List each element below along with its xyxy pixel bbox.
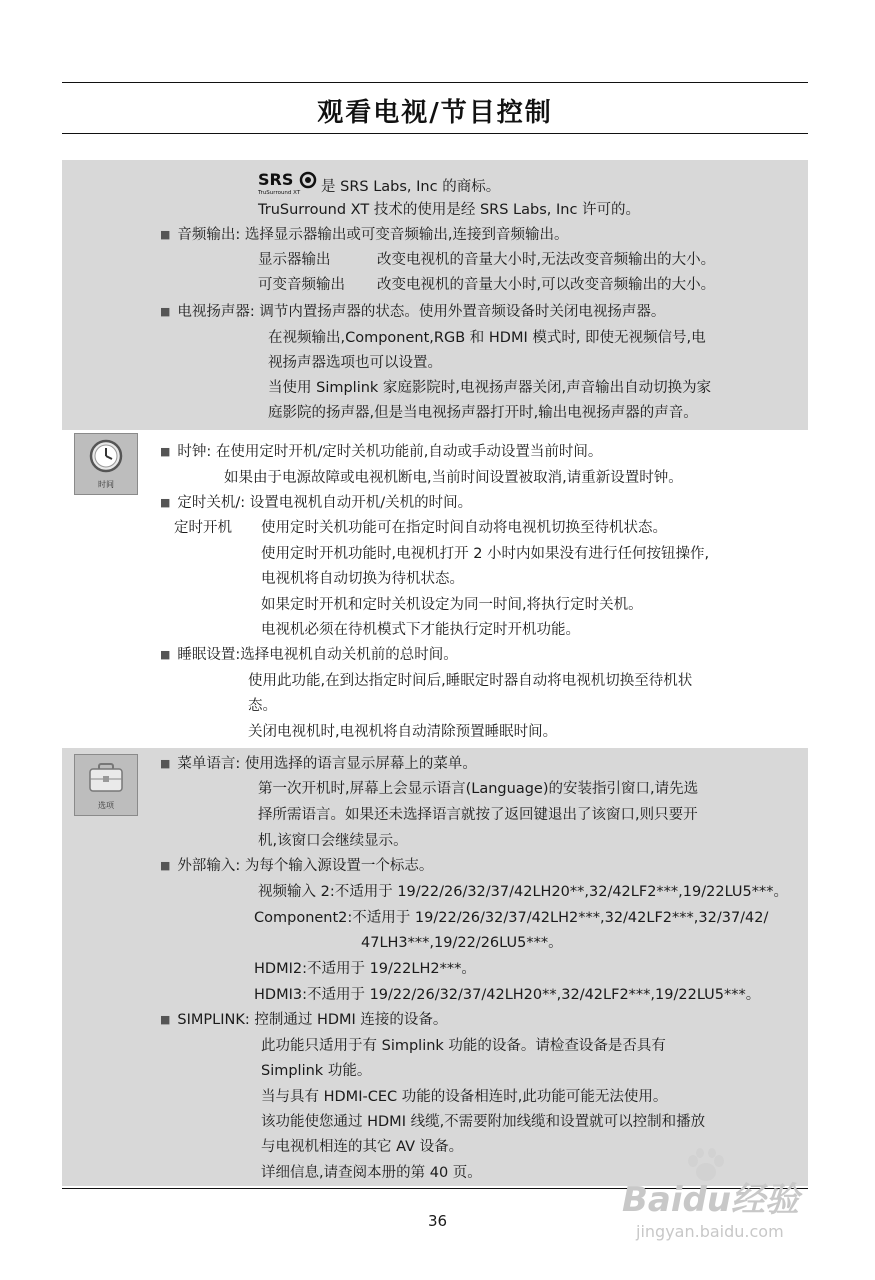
page-number: 36	[427, 1212, 448, 1230]
simplink-line: 此功能只适用于有 Simplink 功能的设备。请检查设备是否具有	[261, 1038, 666, 1054]
menu-lang-title: ■ 菜单语言: 使用选择的语言显示屏幕上的菜单。	[160, 752, 477, 777]
timer-line: 使用定时开机功能时,电视机打开 2 小时内如果没有进行任何按钮操作,	[261, 546, 710, 562]
ext-input-line: Component2:不适用于 19/22/26/32/37/42LH2***,32/42LF2***,32/37/42/	[254, 910, 769, 926]
tv-speaker-title: ■ 电视扬声器: 调节内置扬声器的状态。使用外置音频设备时关闭电视扬声器。	[160, 300, 665, 325]
watermark-url: jingyan.baidu.com	[636, 1222, 784, 1241]
srs-logo-text: SRS	[258, 170, 294, 189]
time-icon-caption: 时间	[98, 480, 114, 489]
menu-lang-line: 机,该窗口会继续显示。	[258, 833, 408, 849]
timer-line: 电视机将自动切换为待机状态。	[261, 571, 464, 587]
tv-speaker-line: 当使用 Simplink 家庭影院时,电视扬声器关闭,声音输出自动切换为家	[268, 380, 712, 396]
ext-input-line: 视频输入 2:不适用于 19/22/26/32/37/42LH20**,32/42LF2***,19/22LU5***。	[258, 884, 789, 900]
ext-input-line: HDMI3:不适用于 19/22/26/32/37/42LH20**,32/42LF2***,19/22LU5***。	[254, 987, 761, 1003]
sleep-title: ■ 睡眠设置:选择电视机自动关机前的总时间。	[160, 643, 458, 668]
timer-line: 如果定时开机和定时关机设定为同一时间,将执行定时关机。	[261, 597, 643, 613]
audio-settings-section	[62, 160, 808, 430]
clock-title: ■ 时钟: 在使用定时开机/定时关机功能前,自动或手动设置当前时间。	[160, 440, 602, 465]
sleep-line: 关闭电视机时,电视机将自动清除预置睡眠时间。	[248, 724, 558, 740]
audio-out-row-label: 显示器输出	[258, 252, 331, 268]
simplink-line: 与电视机相连的其它 AV 设备。	[261, 1139, 464, 1155]
time-settings-section	[62, 433, 808, 748]
menu-lang-line: 择所需语言。如果还未选择语言就按了返回键退出了该窗口,则只要开	[258, 807, 698, 823]
tv-speaker-line: 视扬声器选项也可以设置。	[268, 355, 442, 371]
simplink-line: Simplink 功能。	[261, 1063, 372, 1079]
tv-speaker-line: 在视频输出,Component,RGB 和 HDMI 模式时, 即使无视频信号,电	[268, 330, 706, 346]
watermark-brand: Baidu经验	[622, 1180, 800, 1220]
tv-speaker-line: 庭影院的扬声器,但是当电视扬声器打开时,输出电视扬声器的声音。	[268, 405, 698, 421]
timer-line: 使用定时关机功能可在指定时间自动将电视机切换至待机状态。	[261, 520, 667, 536]
toolbox-icon	[75, 755, 137, 799]
audio-out-title: ■ 音频输出: 选择显示器输出或可变音频输出,连接到音频输出。	[160, 223, 569, 248]
option-icon-caption: 选项	[98, 801, 114, 810]
srs-logo-subtext: TruSurround XT	[258, 190, 301, 196]
ext-input-title: ■ 外部输入: 为每个输入源设置一个标志。	[160, 854, 433, 879]
timer-title: ■ 定时关机/: 设置电视机自动开机/关机的时间。	[160, 491, 472, 516]
sleep-line: 使用此功能,在到达指定时间后,睡眠定时器自动将电视机切换至待机状	[248, 673, 693, 689]
trusurround-line: TruSurround XT 技术的使用是经 SRS Labs, Inc 许可的。	[258, 202, 641, 218]
sleep-line: 态。	[248, 698, 277, 714]
audio-out-row-desc: 改变电视机的音量大小时,可以改变音频输出的大小。	[377, 277, 716, 293]
time-menu-icon	[74, 433, 138, 495]
option-menu-icon	[74, 754, 138, 816]
audio-out-row-label: 可变音频输出	[258, 277, 345, 293]
simplink-line: 详细信息,请查阅本册的第 40 页。	[261, 1165, 482, 1181]
timer-line: 电视机必须在待机模式下才能执行定时开机功能。	[261, 622, 580, 638]
audio-out-row-desc: 改变电视机的音量大小时,无法改变音频输出的大小。	[377, 252, 716, 268]
simplink-line: 当与具有 HDMI-CEC 功能的设备相连时,此功能可能无法使用。	[261, 1089, 668, 1105]
ext-input-line: 47LH3***,19/22/26LU5***。	[361, 935, 563, 951]
option-settings-section	[62, 748, 808, 1186]
srs-line-text: 是 SRS Labs, Inc 的商标。	[321, 179, 501, 195]
timer-label: 定时开机	[174, 520, 232, 536]
menu-lang-line: 第一次开机时,屏幕上会显示语言(Language)的安装指引窗口,请先选	[258, 781, 699, 797]
clock-icon	[75, 434, 137, 478]
simplink-title: ■ SIMPLINK: 控制通过 HDMI 连接的设备。	[160, 1008, 447, 1033]
ext-input-line: HDMI2:不适用于 19/22LH2***。	[254, 961, 476, 977]
top-rule	[62, 82, 808, 83]
page-title: 观看电视/节目控制	[317, 98, 553, 128]
clock-line: 如果由于电源故障或电视机断电,当前时间设置被取消,请重新设置时钟。	[224, 470, 683, 486]
title-rule	[62, 133, 808, 134]
simplink-line: 该功能使您通过 HDMI 线缆,不需要附加线缆和设置就可以控制和播放	[261, 1114, 706, 1130]
